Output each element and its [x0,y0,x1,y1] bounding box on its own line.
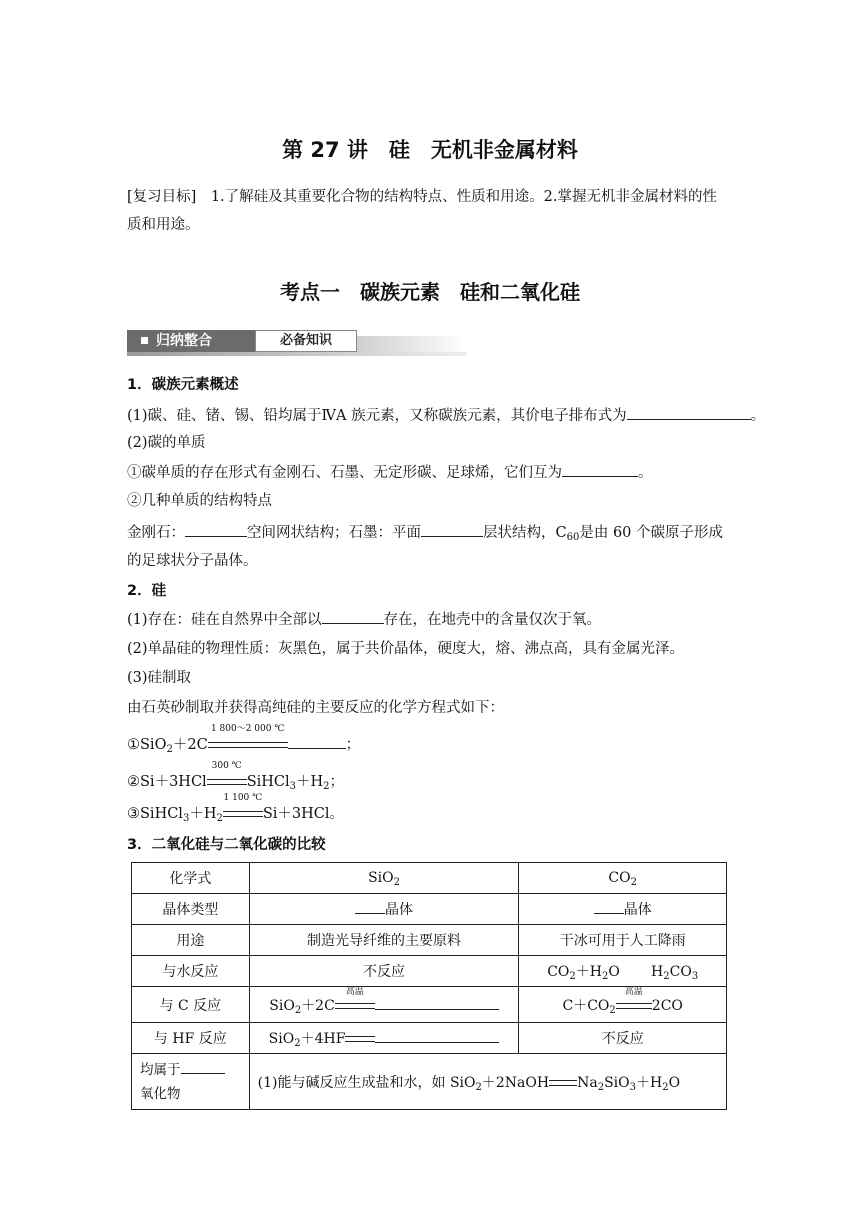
table-cell: 化学式 [132,863,250,894]
eq2-condition: 300 ℃ [211,761,242,771]
s1-p5d: 是由 60 个碳原子形成 [579,525,724,541]
eq1-left: ①SiO [127,737,167,753]
s2-p1 [127,609,601,630]
s2-heading: 2．硅 [127,583,167,599]
answer-blank[interactable] [627,405,751,420]
reaction-arrow: 高温 [616,998,652,1014]
table-cell: 用途 [132,925,250,956]
table-cell: $CO_2+H_2O$ $H_2CO_3$ [519,956,727,987]
s1-p5 [127,522,723,543]
subscript-2: 2 [323,781,330,792]
s1-p3-end: 。 [638,465,653,481]
subscript-2: 2 [166,744,173,755]
square-bullet-icon [141,337,148,344]
eq3-right: Si＋3HCl。 [262,806,345,822]
table-cell: 不反应 [519,1023,727,1054]
answer-blank[interactable] [375,1028,499,1043]
s3-heading: 3．二氧化硅与二氧化碳的比较 [127,837,326,853]
review-goals-tag: [复习目标] [127,189,197,205]
eq2-end: ； [329,774,345,790]
answer-blank[interactable] [562,462,638,477]
table-cell: 晶体类型 [132,894,250,925]
s1-p3 [127,462,653,483]
table-cell: SiO$_2$ [249,863,519,894]
subscript-3: 3 [289,781,297,792]
table-cell: 与 C 反应 [132,987,250,1023]
table-cell: SiO$_2$＋2C 高温 [249,987,519,1023]
answer-blank[interactable] [375,995,499,1010]
review-goals-line1 [127,187,717,207]
table-cell: (1)能与碱反应生成盐和水，如 SiO$_2$＋2NaOH $Na_2SiO_3+H_2O$ [249,1054,726,1110]
table-cell: SiO$_2$＋4HF [249,1023,519,1054]
reaction-arrow [207,761,247,792]
answer-blank[interactable] [185,522,247,537]
review-goals-line2: 质和用途。 [127,217,200,233]
s1-p5-sub: 60 [566,532,580,543]
s1-p6: 的足球状分子晶体。 [127,553,258,569]
s1-p3-text: ①碳单质的存在形式有金刚石、石墨、无定形碳、足球烯，它们互为 [127,465,562,481]
lecture-title: 第 27 讲 硅 无机非金属材料 [282,138,578,162]
answer-blank[interactable] [288,734,346,749]
answer-blank[interactable] [594,899,624,914]
s1-p4: ②几种单质的结构特点 [127,493,272,509]
table-cell: $CO_2$ [519,863,727,894]
review-goals-text: 1.了解硅及其重要化合物的结构特点、性质和用途。2.掌握无机非金属材料的性 [210,189,717,205]
s1-heading: 1．碳族元素概述 [127,377,239,393]
banner-fade [127,352,467,356]
s1-p2: (2)碳的单质 [127,435,206,451]
s1-p5b: 空间网状结构；石墨：平面 [247,525,421,541]
table-row [132,863,727,894]
reaction-arrow [345,1031,375,1047]
equation-1 [127,724,361,755]
table-row [132,987,727,1023]
answer-blank[interactable] [421,522,483,537]
section-title: 考点一 碳族元素 硅和二氧化硅 [280,280,580,304]
section-banner [127,330,467,354]
table-cell: 与水反应 [132,956,250,987]
table-cell: 均属于 氧化物 [132,1054,250,1110]
eq1-mid: ＋2C [172,737,208,753]
banner-right: 必备知识 [255,330,357,352]
eq3-condition: 1 100 ℃ [223,793,263,803]
answer-blank[interactable] [355,899,385,914]
table-cell: 晶体 [519,894,727,925]
eq2-right: SiHCl [246,774,290,790]
table-row [132,1023,727,1054]
subscript-3: 3 [182,813,190,824]
s1-p5a: 金刚石： [127,525,185,541]
s2-p4: 由石英砂制取并获得高纯硅的主要反应的化学方程式如下： [127,700,504,716]
answer-blank[interactable] [181,1059,225,1074]
eq2-right2: ＋H [296,774,324,790]
eq2-left: ②Si＋3HCl [127,774,207,790]
equation-2 [127,761,345,792]
table-row [132,1054,727,1110]
s1-p1-end: 。 [750,408,766,424]
table-cell: $C+CO_2$ 高温 2CO [519,987,727,1023]
reaction-arrow [223,793,263,824]
table-cell: 与 HF 反应 [132,1023,250,1054]
s2-p1a: (1)存在：硅在自然界中全部以 [127,612,322,628]
s1-p5c: 层状结构，C [483,525,567,541]
banner-left [127,330,255,352]
banner-tail [357,336,467,352]
eq3-left: ③SiHCl [127,806,183,822]
s1-p1 [127,405,765,426]
table-cell: 制造光导纤维的主要原料 [249,925,519,956]
s1-p1-text: (1)碳、硅、锗、锡、铅均属于ⅣA 族元素，又称碳族元素，其价电子排布式为 [127,408,627,424]
subscript-2: 2 [216,813,223,824]
eq3-mid: ＋H [189,806,217,822]
table-cell: 不反应 [249,956,519,987]
s2-p3: (3)硅制取 [127,670,192,686]
reaction-arrow [208,724,288,755]
table-row [132,894,727,925]
table-cell: 晶体 [249,894,519,925]
eq1-end: ； [345,737,361,753]
eq1-condition: 1 800～2 000 ℃ [210,724,285,734]
s2-p2: (2)单晶硅的物理性质：灰黑色，属于共价晶体，硬度大，熔、沸点高，具有金属光泽。 [127,641,685,657]
comparison-table [131,862,727,1110]
equation-3 [127,793,345,824]
answer-blank[interactable] [322,609,384,624]
table-cell: 干冰可用于人工降雨 [519,925,727,956]
banner-left-label: 归纳整合 [156,333,212,349]
s2-p1b: 存在，在地壳中的含量仅次于氧。 [383,612,602,628]
table-row [132,925,727,956]
reaction-arrow: 高温 [335,998,375,1014]
table-row [132,956,727,987]
reaction-arrow [549,1075,577,1091]
